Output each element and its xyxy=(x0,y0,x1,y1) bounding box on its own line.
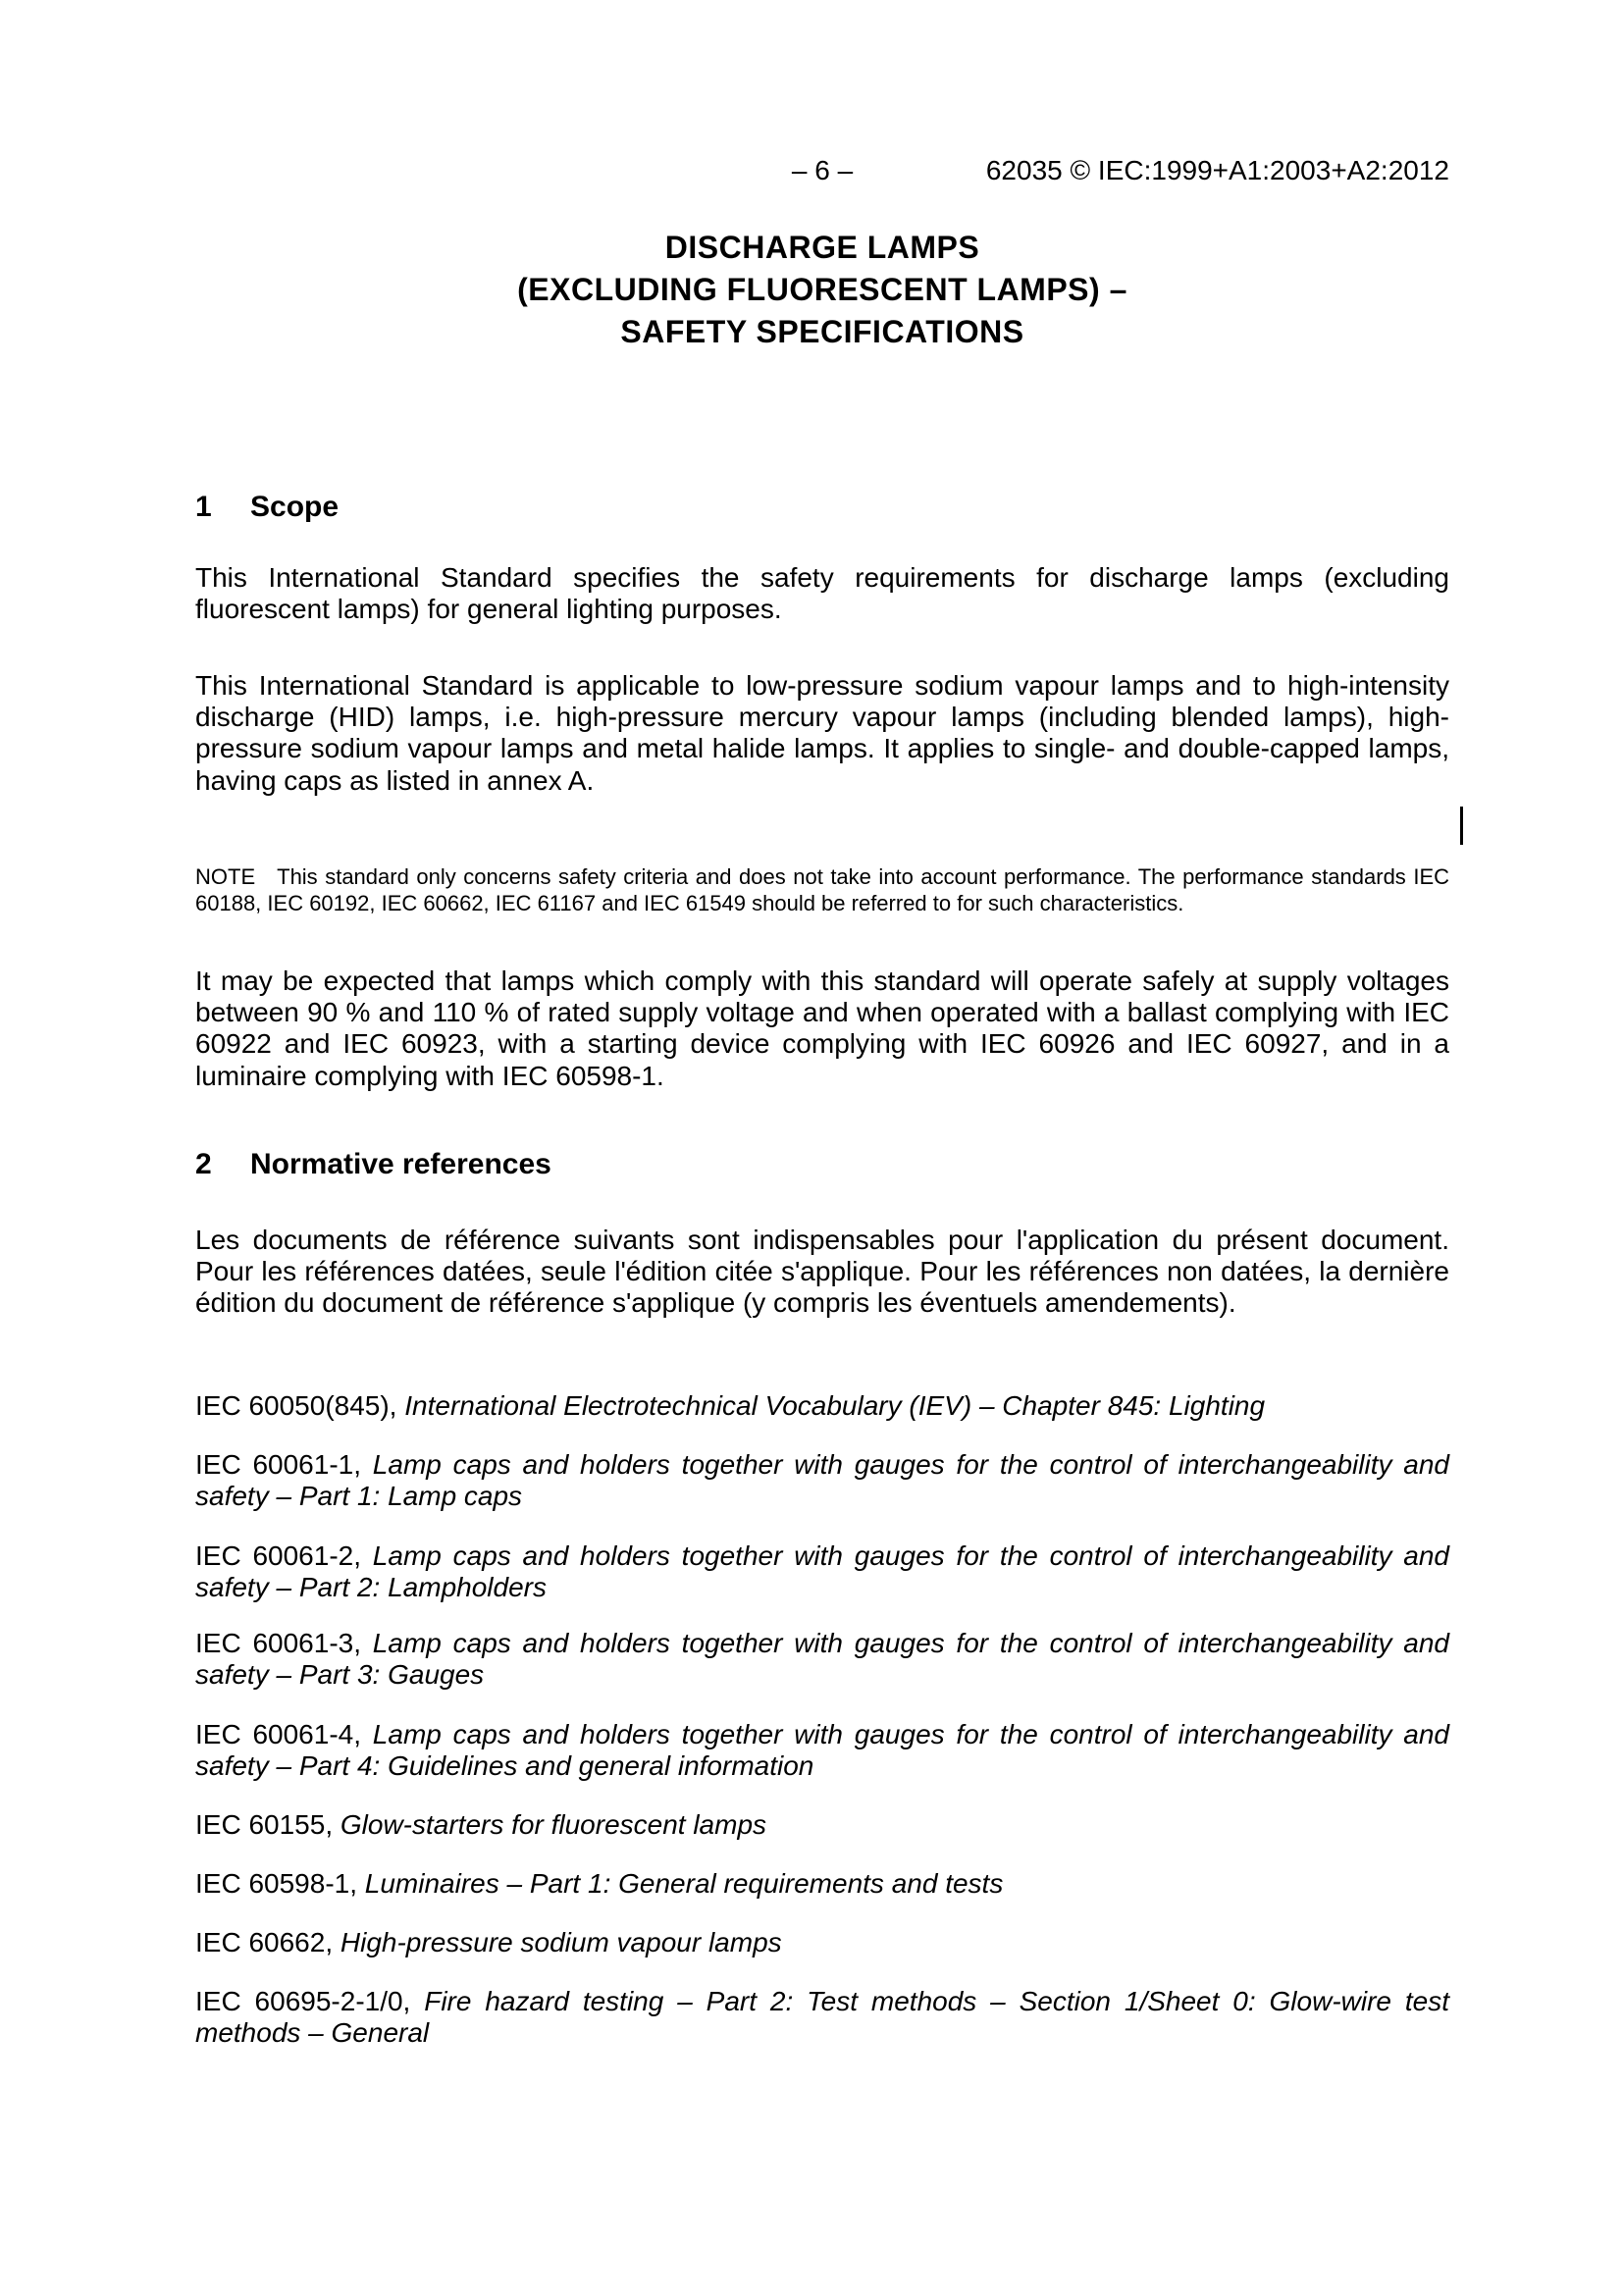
reference-title: Lamp caps and holders together with gauges for the control of interchangeability and safety – Part 2: Lampholders xyxy=(195,1540,1449,1603)
reference-code: IEC 60598-1, xyxy=(195,1868,357,1899)
reference-code: IEC 60662, xyxy=(195,1927,334,1957)
reference-item xyxy=(195,1719,1449,1782)
reference-code: IEC 60061-1, xyxy=(195,1449,361,1480)
page-header xyxy=(195,155,1449,188)
reference-title: Lamp caps and holders together with gauges for the control of interchangeability and safety – Part 4: Guidelines and general information xyxy=(195,1719,1449,1782)
section-number: 2 xyxy=(195,1148,212,1180)
section-number: 1 xyxy=(195,491,212,523)
scope-paragraph-1: This International Standard specifies the safety requirements for discharge lamps (excluding fluorescent lamps) for general lighting purposes. xyxy=(195,562,1449,625)
reference-code: IEC 60061-2, xyxy=(195,1540,361,1571)
document-title-line: DISCHARGE LAMPS xyxy=(664,230,980,265)
reference-item xyxy=(195,1868,1449,1900)
reference-item xyxy=(195,1449,1449,1512)
reference-code: IEC 60061-4, xyxy=(195,1719,361,1749)
document-title-line: SAFETY SPECIFICATIONS xyxy=(620,314,1024,349)
reference-title: International Electrotechnical Vocabulary (IEV) – Chapter 845: Lighting xyxy=(404,1390,1266,1421)
document-reference: 62035 © IEC:1999+A1:2003+A2:2012 xyxy=(985,155,1449,185)
note-text: This standard only concerns safety criteria and does not take into account performance. The performance standards IEC 60188, IEC 60192, IEC 60662, IEC 61167 and IEC 61549 should be referred to for such characteristics. xyxy=(195,864,1449,915)
reference-item xyxy=(195,1390,1449,1422)
reference-code: IEC 60155, xyxy=(195,1809,334,1840)
reference-title: Lamp caps and holders together with gauges for the control of interchangeability and safety – Part 1: Lamp caps xyxy=(195,1449,1449,1512)
section-scope-heading xyxy=(195,491,1449,524)
reference-title: High-pressure sodium vapour lamps xyxy=(340,1927,782,1957)
reference-item xyxy=(195,1540,1449,1603)
scope-paragraph-3: It may be expected that lamps which comply with this standard will operate safely at supply voltages between 90 % and 110 % of rated supply voltage and when operated with a ballast complying with IEC 60922 and IEC 60923, with a starting device complying with IEC 60926 and IEC 60927, and in a luminaire complying with IEC 60598-1. xyxy=(195,965,1449,1091)
document-title xyxy=(195,227,1449,353)
page-number: – 6 – xyxy=(791,155,854,185)
reference-code: IEC 60050(845), xyxy=(195,1390,397,1421)
normative-intro-paragraph: Les documents de référence suivants sont indispensables pour l'application du présent document. Pour les références datées, seule l'édition citée s'applique. Pour les références non datées, la dernière édition du document de référence s'applique (y compris les éventuels amendements). xyxy=(195,1225,1449,1319)
section-title: Scope xyxy=(250,491,340,523)
reference-item xyxy=(195,1986,1449,2049)
reference-title: Lamp caps and holders together with gauges for the control of interchangeability and safety – Part 3: Gauges xyxy=(195,1628,1449,1691)
reference-code: IEC 60695-2-1/0, xyxy=(195,1986,411,2016)
scope-note xyxy=(195,863,1449,916)
reference-title: Fire hazard testing – Part 2: Test methods – Section 1/Sheet 0: Glow-wire test methods – General xyxy=(195,1986,1449,2049)
reference-title: Glow-starters for fluorescent lamps xyxy=(340,1809,767,1840)
section-title: Normative references xyxy=(250,1148,551,1180)
reference-item xyxy=(195,1927,1449,1958)
reference-item xyxy=(195,1809,1449,1841)
reference-item xyxy=(195,1628,1449,1691)
section-normative-references-heading xyxy=(195,1148,1449,1181)
note-label: NOTE xyxy=(195,864,256,889)
change-marker-bar xyxy=(1460,807,1463,845)
scope-paragraph-2: This International Standard is applicable to low-pressure sodium vapour lamps and to high-intensity discharge (HID) lamps, i.e. high-pressure mercury vapour lamps (including blended lamps), high-pressure sodium vapour lamps and metal halide lamps. It applies to single- and double-capped lamps, having caps as listed in annex A. xyxy=(195,670,1449,796)
document-title-line: (EXCLUDING FLUORESCENT LAMPS) – xyxy=(517,272,1127,307)
reference-title: Luminaires – Part 1: General requirements and tests xyxy=(364,1868,1004,1899)
reference-code: IEC 60061-3, xyxy=(195,1628,361,1658)
